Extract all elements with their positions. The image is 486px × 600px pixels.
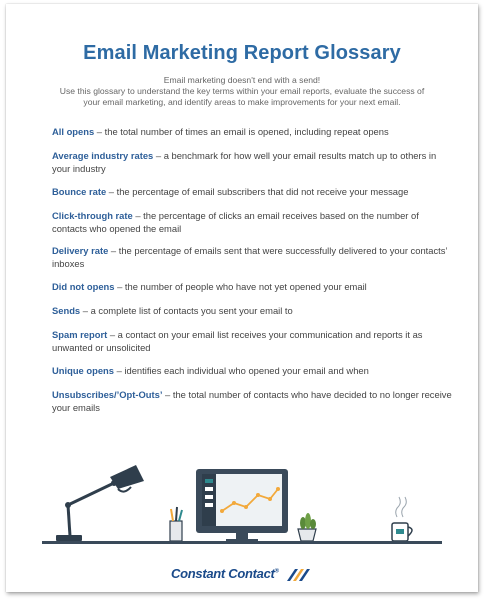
definition-item xyxy=(52,209,452,235)
definition-item xyxy=(52,185,452,198)
definition-term: Spam report xyxy=(52,329,108,340)
definition-item xyxy=(52,328,452,354)
constant-contact-logo-mark xyxy=(285,567,313,583)
definition-text: – a contact on your email list receives your communication and reports it as unwanted or unsolicited xyxy=(52,329,423,353)
definition-text: – the total number of times an email is opened, including repeat opens xyxy=(94,126,389,137)
intro-line: Email marketing doesn't end with a send! xyxy=(163,75,321,85)
definition-item xyxy=(52,388,452,414)
definition-text: – a benchmark for how well your email results match up to others in your industry xyxy=(52,150,437,174)
definition-term: Average industry rates xyxy=(52,150,154,161)
registered-mark: ® xyxy=(274,568,279,575)
intro-line: your email marketing, and identify areas to make improvements for your next email. xyxy=(83,97,401,107)
definition-term: Unsubscribes/’Opt-Outs’ xyxy=(52,389,163,400)
definition-term: Bounce rate xyxy=(52,186,107,197)
glossary-page xyxy=(6,4,478,592)
definition-term: Delivery rate xyxy=(52,245,109,256)
definition-item xyxy=(52,244,452,270)
definition-text: – the percentage of email subscribers that did not receive your message xyxy=(106,186,409,197)
definition-item xyxy=(52,280,452,293)
desk-illustration xyxy=(6,459,478,559)
definition-text: – the total number of contacts who have decided to no longer receive your emails xyxy=(52,389,452,413)
pencil-cup-icon xyxy=(170,507,182,541)
constant-contact-logo xyxy=(6,566,478,583)
definition-text: – the number of people who have not yet opened your email xyxy=(114,281,367,292)
definition-term: Click-through rate xyxy=(52,210,133,221)
definition-item xyxy=(52,149,452,175)
definition-text: – the percentage of emails sent that were successfully delivered to your contacts’ inboxes xyxy=(52,245,448,269)
definition-term: Unique opens xyxy=(52,365,114,376)
desk-surface xyxy=(42,541,442,544)
page-title: Email Marketing Report Glossary xyxy=(83,42,401,64)
definition-item xyxy=(52,125,452,138)
coffee-mug-icon xyxy=(392,497,412,541)
definition-text: – a complete list of contacts you sent your email to xyxy=(80,305,293,316)
definition-term: Sends xyxy=(52,305,81,316)
definition-term: Did not opens xyxy=(52,281,115,292)
definition-text: – identifies each individual who opened your email and when xyxy=(113,365,369,376)
desk-lamp-icon xyxy=(56,465,144,541)
monitor-icon xyxy=(196,469,288,542)
logo-text: Constant Contact xyxy=(171,566,275,581)
definition-text: – the percentage of clicks an email receives based on the number of contacts who opened the email xyxy=(52,210,419,234)
plant-icon xyxy=(298,513,316,541)
intro-text xyxy=(42,75,442,108)
definition-item xyxy=(52,364,452,377)
definition-term: All opens xyxy=(52,126,95,137)
intro-line: Use this glossary to understand the key terms within your email reports, evaluate the success of xyxy=(59,86,425,96)
definition-item xyxy=(52,304,452,317)
